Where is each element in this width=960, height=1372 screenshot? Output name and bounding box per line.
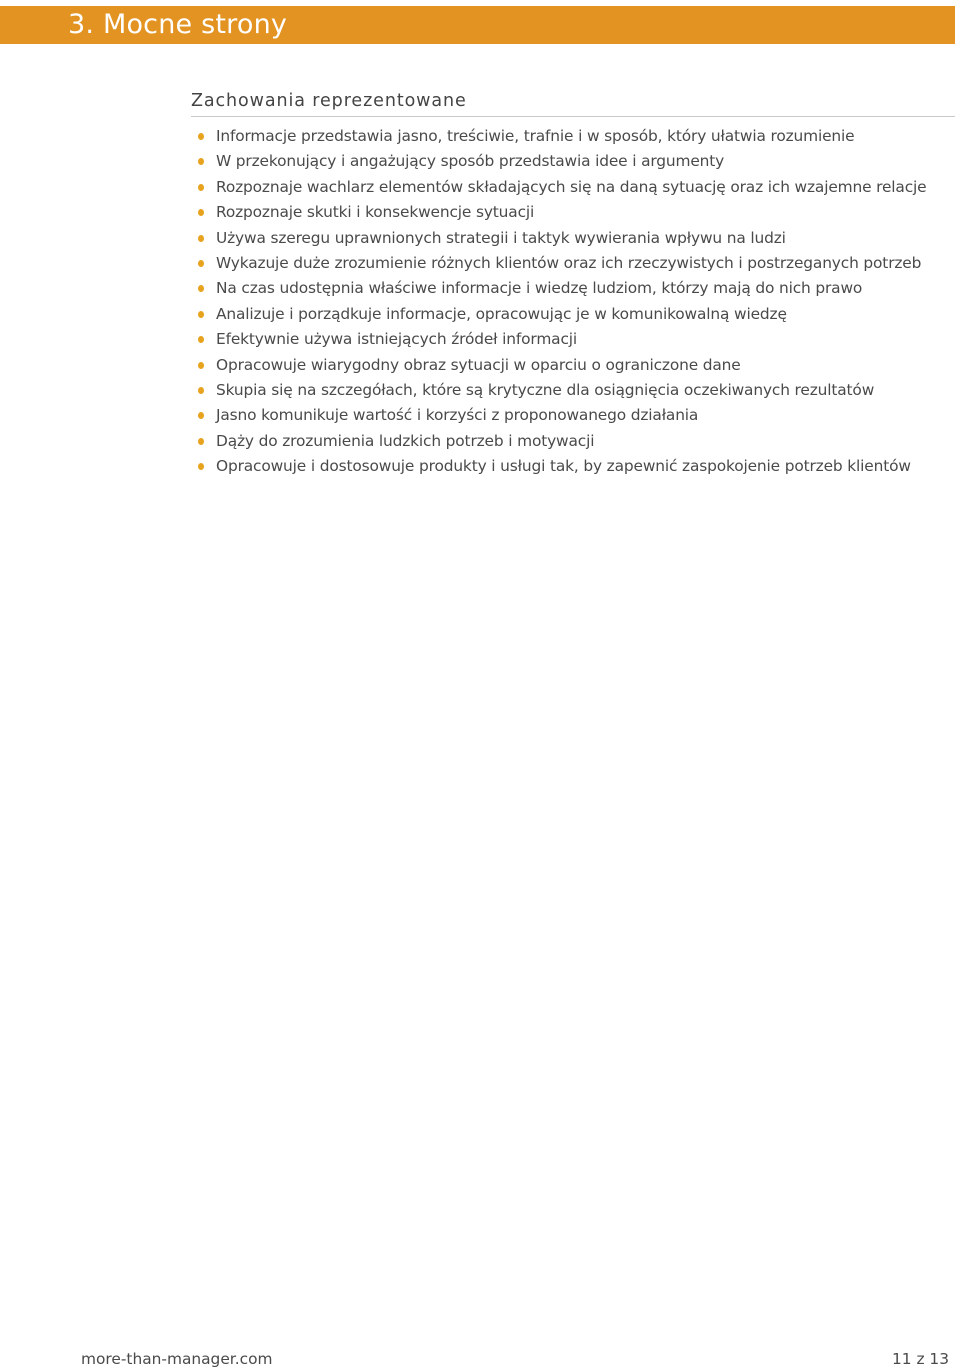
list-item	[198, 276, 926, 301]
list-item	[198, 124, 926, 149]
behavior-list	[198, 124, 926, 479]
list-item-text: Analizuje i porządkuje informacje, opracowując je w komunikowalną wiedzę	[216, 304, 787, 323]
page-title: 3. Mocne strony	[68, 9, 288, 40]
list-item	[198, 378, 926, 403]
bullet-icon	[198, 438, 204, 445]
list-item	[198, 353, 926, 378]
list-item	[198, 327, 926, 352]
list-item-text: W przekonujący i angażujący sposób przedstawia idee i argumenty	[216, 152, 725, 171]
list-item	[198, 251, 926, 276]
list-item-text: Rozpoznaje skutki i konsekwencje sytuacji	[216, 203, 535, 222]
bullet-icon	[198, 463, 204, 470]
section-divider	[191, 116, 955, 117]
footer-page-number: 11 z 13	[891, 1350, 949, 1368]
bullet-icon	[198, 158, 204, 165]
footer-site-link[interactable]: more-than-manager.com	[81, 1350, 273, 1368]
bullet-icon	[198, 311, 204, 318]
list-item-text: Wykazuje duże zrozumienie różnych klientów oraz ich rzeczywistych i postrzeganych potrzeb	[216, 253, 922, 272]
list-item	[198, 226, 926, 251]
list-item	[198, 175, 926, 200]
bullet-icon	[198, 235, 204, 242]
list-item-text: Na czas udostępnia właściwe informacje i wiedzę ludziom, którzy mają do nich prawo	[216, 279, 863, 298]
header-bar	[0, 6, 955, 44]
list-item	[198, 200, 926, 225]
bullet-icon	[198, 387, 204, 394]
list-item-text: Efektywnie używa istniejących źródeł informacji	[216, 330, 578, 349]
bullet-icon	[198, 184, 204, 191]
bullet-icon	[198, 412, 204, 419]
list-item	[198, 149, 926, 174]
bullet-icon	[198, 285, 204, 292]
section-title: Zachowania reprezentowane	[191, 91, 467, 111]
list-item	[198, 403, 926, 428]
list-item-text: Opracowuje i dostosowuje produkty i usługi tak, by zapewnić zaspokojenie potrzeb klientów	[216, 457, 911, 476]
list-item-text: Opracowuje wiarygodny obraz sytuacji w oparciu o ograniczone dane	[216, 355, 741, 374]
bullet-icon	[198, 362, 204, 369]
list-item-text: Informacje przedstawia jasno, treściwie, trafnie i w sposób, który ułatwia rozumienie	[216, 127, 855, 145]
bullet-icon	[198, 209, 204, 216]
bullet-icon	[198, 260, 204, 267]
bullet-icon	[198, 133, 204, 140]
bullet-icon	[198, 336, 204, 343]
list-item-text: Jasno komunikuje wartość i korzyści z proponowanego działania	[216, 406, 699, 425]
list-item	[198, 302, 926, 327]
list-item-text: Rozpoznaje wachlarz elementów składających się na daną sytuację oraz ich wzajemne relacje	[216, 177, 927, 196]
list-item-text: Używa szeregu uprawnionych strategii i taktyk wywierania wpływu na ludzi	[216, 228, 786, 247]
list-item	[198, 429, 926, 454]
list-item	[198, 454, 926, 479]
list-item-text: Dąży do zrozumienia ludzkich potrzeb i motywacji	[216, 431, 595, 450]
list-item-text: Skupia się na szczegółach, które są krytyczne dla osiągnięcia oczekiwanych rezultatów	[216, 380, 875, 399]
